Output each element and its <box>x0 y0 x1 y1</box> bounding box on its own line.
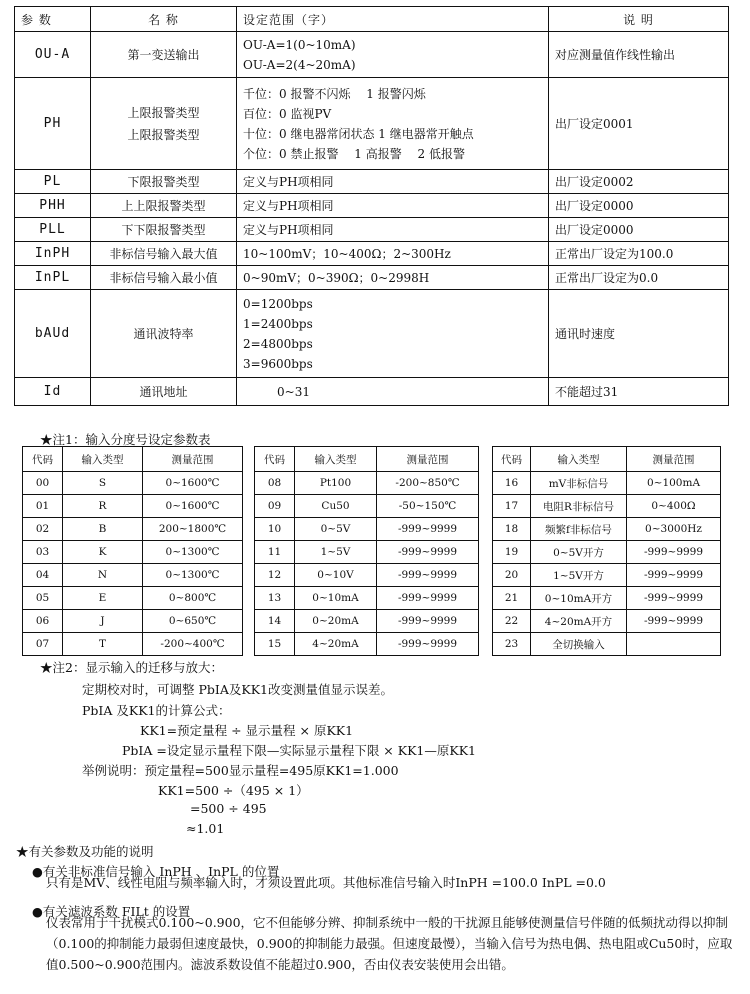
param-name <box>91 170 237 194</box>
sensor-code: 14 <box>255 610 295 633</box>
sensor-range: -999~9999 <box>627 587 721 610</box>
param-code: InPL <box>15 266 91 290</box>
sensor-row <box>493 472 721 495</box>
param-name-line: 上限报警类型 <box>127 127 200 142</box>
sensor-header-row <box>255 447 479 472</box>
sensor-type: 0~10mA开方 <box>531 587 627 610</box>
sensor-row <box>23 518 243 541</box>
param-code: OU-A <box>15 32 91 78</box>
sensor-type: B <box>63 518 143 541</box>
sensor-header: 代码 <box>255 447 295 472</box>
param-range <box>237 290 549 378</box>
param-range-line: OU-A=2(4~20mA) <box>243 57 356 72</box>
sensor-row <box>23 633 243 656</box>
sensor-code: 13 <box>255 587 295 610</box>
sensor-type: T <box>63 633 143 656</box>
nonstandard-text: 只有是MV、线性电阻与频率输入时，才须设置此项。其他标准信号输入时InPH =100.0 InPL =0.0 <box>46 875 606 890</box>
header-note: 说 明 <box>549 7 729 32</box>
param-name <box>91 266 237 290</box>
sensor-type: mV非标信号 <box>531 472 627 495</box>
header-param: 参 数 <box>15 7 91 32</box>
sensor-row <box>255 518 479 541</box>
header-name: 名 称 <box>91 7 237 32</box>
sensor-code: 18 <box>493 518 531 541</box>
sensor-row <box>23 495 243 518</box>
sensor-header: 测量范围 <box>143 447 243 472</box>
param-range-line: 定义与PH项相同 <box>243 174 334 189</box>
param-note: 对应测量值作线性输出 <box>549 32 729 78</box>
sensor-type: K <box>63 541 143 564</box>
sensor-code: 06 <box>23 610 63 633</box>
filter-text: 仪表常用于干扰模式0.100~0.900，它不但能够分辨、抑制系统中一般的干扰源且能够使测量信号伴随的低频扰动得以抑制（0.100的抑制能力最弱但速度最快，0.900的抑制能力最强。但速度最慢），当输入信号为热电偶、热电阻或Cu50时，应取值0.500~0.900范围内。滤波系数设值不能超过0.900，否由仪表安装使用会出错。 <box>46 915 733 972</box>
param-name-line: 下限报警类型 <box>127 174 200 189</box>
param-range-line: 百位：0 监视PV <box>243 106 332 121</box>
param-range <box>237 170 549 194</box>
sensor-header: 代码 <box>23 447 63 472</box>
sensor-header: 输入类型 <box>63 447 143 472</box>
param-code: InPH <box>15 242 91 266</box>
param-range <box>237 378 549 406</box>
note2-formula-kk1: KK1=预定量程 ÷ 显示量程 × 原KK1 <box>140 723 354 738</box>
sensor-row <box>493 495 721 518</box>
param-row <box>15 290 729 378</box>
param-range <box>237 78 549 170</box>
param-row <box>15 218 729 242</box>
param-row <box>15 378 729 406</box>
sensor-range: -999~9999 <box>377 610 479 633</box>
param-row <box>15 266 729 290</box>
sensor-code: 22 <box>493 610 531 633</box>
sensor-row <box>493 587 721 610</box>
param-row <box>15 194 729 218</box>
param-range-line: OU-A=1(0~10mA) <box>243 37 356 52</box>
note2-formula-pbia: PbIA =设定显示量程下限—实际显示量程下限 × KK1—原KK1 <box>122 743 477 758</box>
sensor-row <box>255 472 479 495</box>
sensor-row <box>255 541 479 564</box>
sensor-row <box>493 564 721 587</box>
param-range <box>237 218 549 242</box>
sensor-type: 0~10V <box>295 564 377 587</box>
param-code: PH <box>15 78 91 170</box>
sensor-range: -999~9999 <box>377 564 479 587</box>
parameter-table <box>14 6 729 406</box>
sensor-row <box>23 472 243 495</box>
sensor-range <box>627 633 721 656</box>
param-note: 通讯时速度 <box>549 290 729 378</box>
bullet-nonstandard: ●有关非标准信号输入 InPH 、InPL 的位置 <box>32 864 280 879</box>
note1-title: ★注1：输入分度号设定参数表 <box>40 432 211 447</box>
sensor-type: E <box>63 587 143 610</box>
sensor-type: N <box>63 564 143 587</box>
note2-calc-1: KK1=500 ÷（495 × 1） <box>158 783 309 798</box>
sensor-type: 0~5V <box>295 518 377 541</box>
sensor-header-row <box>23 447 243 472</box>
param-name <box>91 32 237 78</box>
param-note: 不能超过31 <box>549 378 729 406</box>
param-row <box>15 242 729 266</box>
sensor-range: 0~400Ω <box>627 495 721 518</box>
param-note: 出厂设定0000 <box>549 194 729 218</box>
sensor-type: 1~5V开方 <box>531 564 627 587</box>
param-name-line: 上限报警类型 <box>127 105 200 120</box>
param-row <box>15 32 729 78</box>
sensor-row <box>493 541 721 564</box>
param-code: PLL <box>15 218 91 242</box>
sensor-type: S <box>63 472 143 495</box>
param-note: 正常出厂设定为100.0 <box>549 242 729 266</box>
sensor-row <box>255 587 479 610</box>
param-name-line: 通讯地址 <box>139 384 188 399</box>
param-range-line: 10~100mV；10~400Ω；2~300Hz <box>243 246 451 261</box>
sensor-header: 输入类型 <box>295 447 377 472</box>
sensor-code: 12 <box>255 564 295 587</box>
sensor-header: 测量范围 <box>377 447 479 472</box>
sensor-code: 19 <box>493 541 531 564</box>
param-name <box>91 78 237 170</box>
param-range-line: 定义与PH项相同 <box>243 222 334 237</box>
sensor-row <box>493 518 721 541</box>
param-name-line: 第一变送输出 <box>127 47 200 62</box>
sensor-type: 0~10mA <box>295 587 377 610</box>
param-name-line: 下下限报警类型 <box>121 222 206 237</box>
sensor-range: -999~9999 <box>627 541 721 564</box>
param-name-line: 上上限报警类型 <box>121 198 206 213</box>
param-name <box>91 194 237 218</box>
param-name <box>91 290 237 378</box>
sensor-code: 11 <box>255 541 295 564</box>
param-row <box>15 170 729 194</box>
sensor-code: 07 <box>23 633 63 656</box>
sensor-range: 0~1300℃ <box>143 564 243 587</box>
note2-line1: 定期校对时，可调整 PbIA及KK1改变测量值显示误差。 <box>82 682 393 697</box>
sensor-range: -999~9999 <box>627 610 721 633</box>
sensor-code: 01 <box>23 495 63 518</box>
sensor-range: 200~1800℃ <box>143 518 243 541</box>
sensor-table-1 <box>22 446 243 656</box>
sensor-range: -200~400℃ <box>143 633 243 656</box>
sensor-type: 频繁f非标信号 <box>531 518 627 541</box>
sensor-range: -200~850℃ <box>377 472 479 495</box>
sensor-code: 03 <box>23 541 63 564</box>
sensor-type: J <box>63 610 143 633</box>
sensor-code: 20 <box>493 564 531 587</box>
sensor-range: -999~9999 <box>377 541 479 564</box>
sensor-range: 0~3000Hz <box>627 518 721 541</box>
param-note: 出厂设定0001 <box>549 78 729 170</box>
sensor-code: 23 <box>493 633 531 656</box>
param-range-line: 0~90mV；0~390Ω；0~2998H <box>243 270 430 285</box>
sensor-range: -999~9999 <box>377 633 479 656</box>
sensor-type: 0~20mA <box>295 610 377 633</box>
sensor-type: Cu50 <box>295 495 377 518</box>
param-note: 正常出厂设定为0.0 <box>549 266 729 290</box>
param-range-line: 0~31 <box>277 384 310 399</box>
params-title: ★有关参数及功能的说明 <box>16 844 154 859</box>
sensor-code: 04 <box>23 564 63 587</box>
sensor-code: 15 <box>255 633 295 656</box>
sensor-code: 17 <box>493 495 531 518</box>
param-range-line: 十位：0 继电器常闭状态 1 继电器常开触点 <box>243 126 474 141</box>
note2-calc-3: ≈1.01 <box>186 821 225 836</box>
param-range <box>237 266 549 290</box>
sensor-row <box>255 633 479 656</box>
table-header-row <box>15 7 729 32</box>
sensor-range: 0~1300℃ <box>143 541 243 564</box>
param-range <box>237 194 549 218</box>
param-range <box>237 242 549 266</box>
param-code: PL <box>15 170 91 194</box>
sensor-header-row <box>493 447 721 472</box>
sensor-range: 0~100mA <box>627 472 721 495</box>
param-range-line: 1=2400bps <box>243 316 313 331</box>
sensor-range: -999~9999 <box>377 518 479 541</box>
param-name <box>91 242 237 266</box>
param-name-line: 非标信号输入最小值 <box>109 270 218 285</box>
sensor-range: -999~9999 <box>377 587 479 610</box>
param-name <box>91 378 237 406</box>
bullet-filter: ●有关滤波系数 FILt 的设置 <box>32 904 191 919</box>
param-row <box>15 78 729 170</box>
param-range-line: 2=4800bps <box>243 336 313 351</box>
sensor-header: 输入类型 <box>531 447 627 472</box>
sensor-type: 0~5V开方 <box>531 541 627 564</box>
sensor-header: 代码 <box>493 447 531 472</box>
sensor-table-2 <box>254 446 479 656</box>
sensor-code: 08 <box>255 472 295 495</box>
param-range-line: 3=9600bps <box>243 356 313 371</box>
sensor-code: 05 <box>23 587 63 610</box>
sensor-code: 00 <box>23 472 63 495</box>
sensor-range: 0~1600℃ <box>143 472 243 495</box>
sensor-row <box>23 564 243 587</box>
note2-line2: PbIA 及KK1的计算公式： <box>82 703 231 718</box>
sensor-type: 4~20mA开方 <box>531 610 627 633</box>
sensor-row <box>255 610 479 633</box>
sensor-code: 10 <box>255 518 295 541</box>
param-name-line: 通讯波特率 <box>133 326 194 341</box>
sensor-type: 4~20mA <box>295 633 377 656</box>
sensor-code: 21 <box>493 587 531 610</box>
param-range <box>237 32 549 78</box>
param-name-line: 非标信号输入最大值 <box>109 246 218 261</box>
param-range-line: 个位：0 禁止报警 1 高报警 2 低报警 <box>243 146 465 161</box>
param-code: bAUd <box>15 290 91 378</box>
sensor-table-3 <box>492 446 721 656</box>
sensor-row <box>255 495 479 518</box>
param-range-line: 千位：0 报警不闪烁 1 报警闪烁 <box>243 86 426 101</box>
sensor-type: 1~5V <box>295 541 377 564</box>
sensor-header: 测量范围 <box>627 447 721 472</box>
sensor-row <box>255 564 479 587</box>
sensor-row <box>23 610 243 633</box>
sensor-row <box>23 541 243 564</box>
param-range-line: 定义与PH项相同 <box>243 198 334 213</box>
sensor-type: Pt100 <box>295 472 377 495</box>
param-range-line: 0=1200bps <box>243 296 313 311</box>
param-name <box>91 218 237 242</box>
sensor-type: 电阻R非标信号 <box>531 495 627 518</box>
header-range: 设定范围（字） <box>237 7 549 32</box>
note2-title: ★注2：显示输入的迁移与放大： <box>40 660 223 675</box>
sensor-code: 09 <box>255 495 295 518</box>
sensor-row <box>23 587 243 610</box>
sensor-row <box>493 633 721 656</box>
sensor-code: 02 <box>23 518 63 541</box>
sensor-code: 16 <box>493 472 531 495</box>
sensor-range: 0~1600℃ <box>143 495 243 518</box>
sensor-row <box>493 610 721 633</box>
note2-calc-2: =500 ÷ 495 <box>190 801 267 816</box>
param-code: Id <box>15 378 91 406</box>
sensor-range: 0~800℃ <box>143 587 243 610</box>
sensor-range: -50~150℃ <box>377 495 479 518</box>
sensor-range: -999~9999 <box>627 564 721 587</box>
param-code: PHH <box>15 194 91 218</box>
sensor-type: R <box>63 495 143 518</box>
note2-example: 举例说明：预定量程=500显示量程=495原KK1=1.000 <box>82 763 399 778</box>
sensor-range: 0~650℃ <box>143 610 243 633</box>
param-note: 出厂设定0002 <box>549 170 729 194</box>
param-note: 出厂设定0000 <box>549 218 729 242</box>
sensor-type: 全切换输入 <box>531 633 627 656</box>
